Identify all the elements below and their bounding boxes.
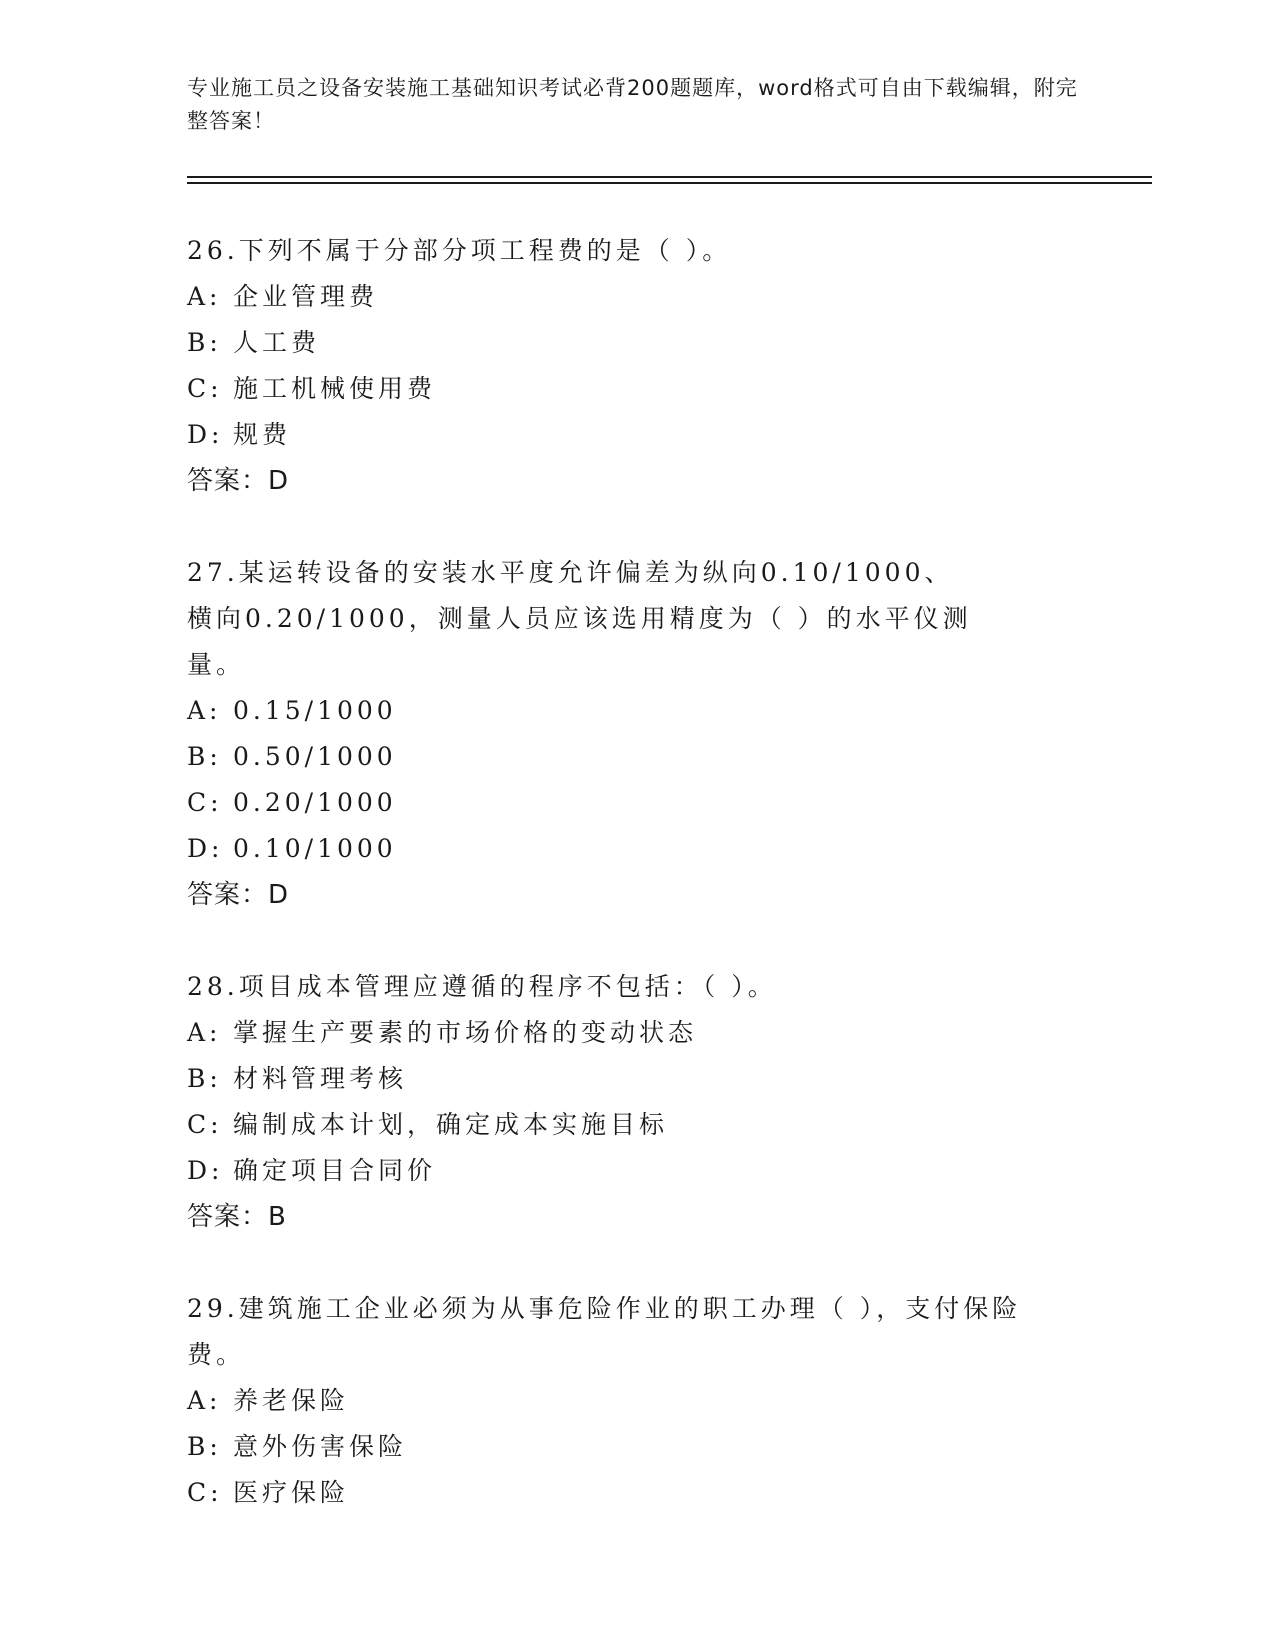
option-label: C:	[187, 374, 223, 403]
question-stem: 29.建筑施工企业必须为从事危险作业的职工办理（ ），支付保险费。	[187, 1294, 1022, 1369]
option-a	[187, 274, 1107, 320]
answer-line: 答案：D	[187, 880, 290, 910]
option-text: 掌握生产要素的市场价格的变动状态	[233, 1018, 698, 1047]
option-text: 意外伤害保险	[233, 1432, 408, 1461]
option-text: 材料管理考核	[233, 1064, 408, 1093]
option-text: 0.15/1000	[233, 696, 397, 725]
option-d	[187, 826, 1107, 872]
option-c	[187, 780, 1107, 826]
option-c	[187, 366, 1107, 412]
option-text: 规费	[233, 420, 292, 449]
question-29	[187, 1286, 1107, 1516]
option-text: 施工机械使用费	[233, 374, 437, 403]
option-label: C:	[187, 1110, 223, 1139]
question-stem: 27.某运转设备的安装水平度允许偏差为纵向0.10/1000、横向0.20/1000，测量人员应该选用精度为（ ）的水平仪测量。	[187, 558, 972, 679]
header-divider-bottom	[187, 182, 1152, 184]
option-label: D:	[187, 1156, 224, 1185]
question-list	[187, 228, 1107, 1562]
option-label: A:	[187, 282, 222, 311]
option-label: C:	[187, 1478, 223, 1507]
question-26	[187, 228, 1107, 504]
option-c	[187, 1470, 1107, 1516]
answer-line: 答案：B	[187, 1202, 287, 1232]
option-text: 企业管理费	[233, 282, 379, 311]
option-label: B:	[187, 1064, 222, 1093]
answer-line: 答案：D	[187, 466, 290, 496]
option-label: B:	[187, 742, 222, 771]
option-text: 确定项目合同价	[233, 1156, 437, 1185]
option-a	[187, 1378, 1107, 1424]
question-28	[187, 964, 1107, 1240]
option-d	[187, 412, 1107, 458]
option-label: A:	[187, 1386, 222, 1415]
document-title: 专业施工员之设备安装施工基础知识考试必背200题题库，word格式可自由下载编辑，附完整答案！	[187, 76, 1078, 133]
header-divider-top	[187, 176, 1152, 178]
option-label: A:	[187, 1018, 222, 1047]
option-label: A:	[187, 696, 222, 725]
option-text: 医疗保险	[233, 1478, 350, 1507]
option-text: 0.50/1000	[233, 742, 397, 771]
option-b	[187, 320, 1107, 366]
question-stem: 26.下列不属于分部分项工程费的是（ ）。	[187, 236, 732, 265]
option-text: 编制成本计划，确定成本实施目标	[233, 1110, 669, 1139]
option-text: 养老保险	[233, 1386, 350, 1415]
option-a	[187, 688, 1107, 734]
option-label: B:	[187, 1432, 222, 1461]
option-label: D:	[187, 420, 224, 449]
option-label: D:	[187, 834, 224, 863]
option-label: B:	[187, 328, 222, 357]
question-27	[187, 550, 1107, 918]
option-text: 0.20/1000	[233, 788, 397, 817]
option-c	[187, 1102, 1107, 1148]
option-a	[187, 1010, 1107, 1056]
option-b	[187, 734, 1107, 780]
option-text: 人工费	[233, 328, 321, 357]
option-label: C:	[187, 788, 223, 817]
option-b	[187, 1056, 1107, 1102]
option-text: 0.10/1000	[233, 834, 397, 863]
question-stem: 28.项目成本管理应遵循的程序不包括：（ ）。	[187, 972, 777, 1001]
option-d	[187, 1148, 1107, 1194]
option-b	[187, 1424, 1107, 1470]
document-header	[187, 72, 1087, 138]
